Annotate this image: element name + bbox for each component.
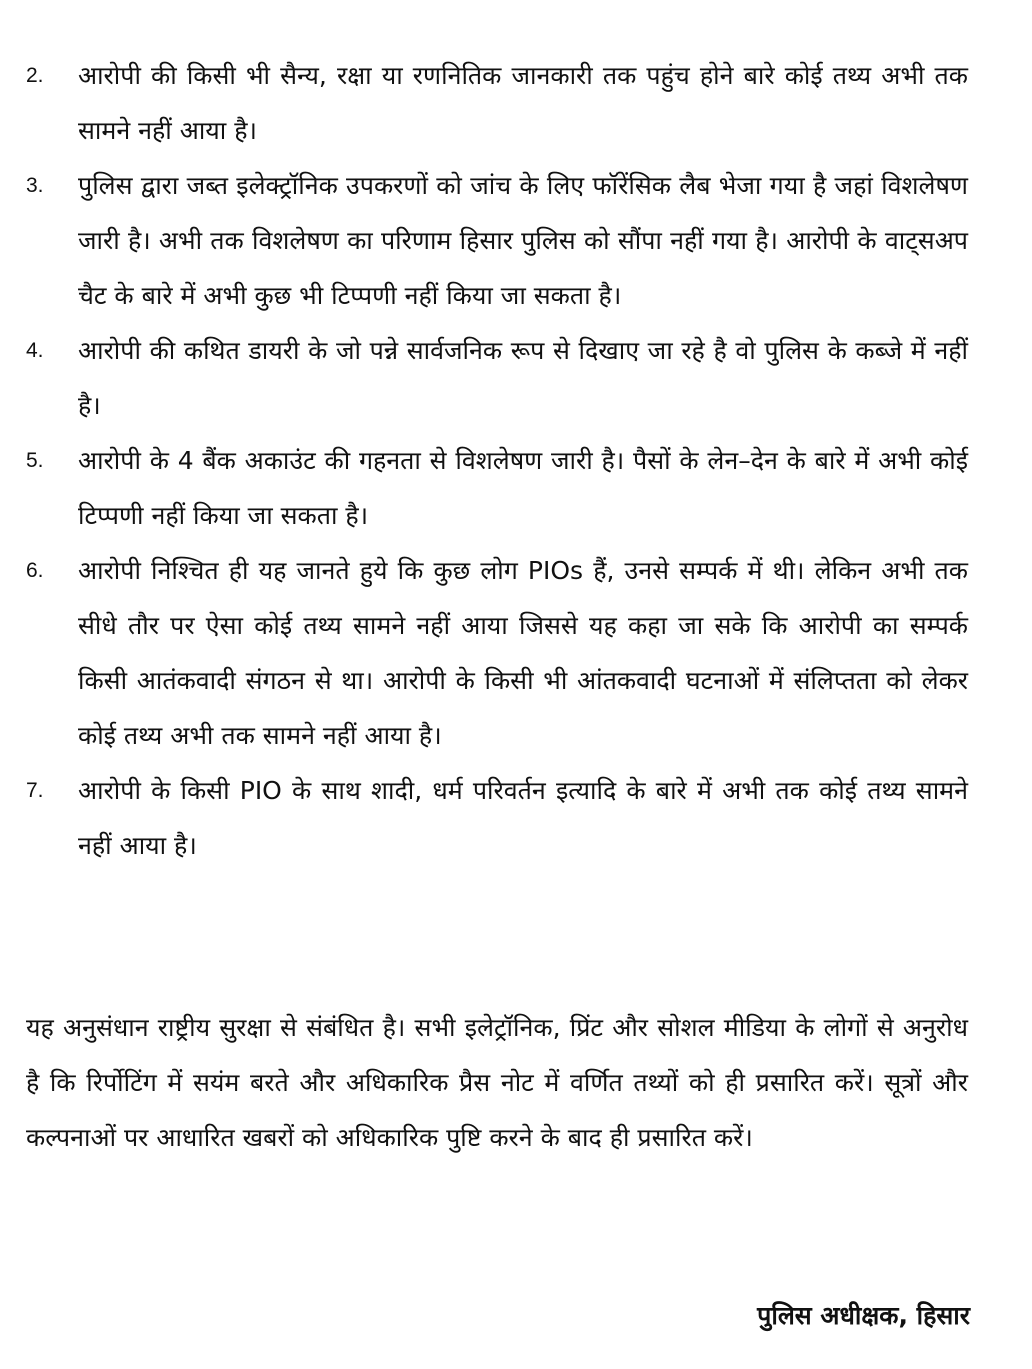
item-number: 7. — [26, 779, 44, 802]
list-item — [0, 48, 1032, 158]
closing-paragraph: यह अनुसंधान राष्ट्रीय सुरक्षा से संबंधित है। सभी इलेट्रॉनिक, प्रिंट और सोशल मीडिया के लोगों से अनुरोध है कि रिर्पोटिंग में सयंम बरते और अधिकारिक प्रैस नोट में वर्णित तथ्यों को ही प्रसारित करें। सूत्रों और कल्पनाओं पर आधारित खबरों को अधिकारिक पुष्टि करने के बाद ही प्रसारित करें। — [26, 1013, 968, 1152]
numbered-list — [0, 48, 1032, 873]
list-item — [0, 543, 1032, 763]
list-item — [0, 323, 1032, 433]
item-number: 3. — [26, 174, 44, 197]
item-text: आरोपी की किसी भी सैन्य, रक्षा या रणनितिक जानकारी तक पहुंच होने बारे कोई तथ्य अभी तक सामने नहीं आया है। — [78, 61, 968, 145]
item-text: आरोपी के किसी PIO के साथ शादी, धर्म परिवर्तन इत्यादि के बारे में अभी तक कोई तथ्य सामने नहीं आया है। — [78, 776, 968, 860]
item-number: 5. — [26, 449, 44, 472]
signature-line: पुलिस अधीक्षक, हिसार — [757, 1301, 970, 1330]
item-number: 6. — [26, 559, 44, 582]
list-item — [0, 158, 1032, 323]
item-text: आरोपी निश्चित ही यह जानते हुये कि कुछ लोग PIOs हैं, उनसे सम्पर्क में थी। लेकिन अभी तक सीधे तौर पर ऐसा कोई तथ्य सामने नहीं आया जिससे यह कहा जा सके कि आरोपी का सम्पर्क किसी आतंकवादी संगठन से था। आरोपी के किसी भी आंतकवादी घटनाओं में संलिप्तता को लेकर कोई तथ्य अभी तक सामने नहीं आया है। — [78, 556, 968, 750]
item-text: आरोपी के 4 बैंक अकाउंट की गहनता से विशलेषण जारी है। पैसों के लेन–देन के बारे में अभी कोई टिप्पणी नहीं किया जा सकता है। — [78, 446, 968, 530]
list-item — [0, 763, 1032, 873]
item-text: आरोपी की कथित डायरी के जो पन्ने सार्वजनिक रूप से दिखाए जा रहे है वो पुलिस के कब्जे में नहीं है। — [78, 336, 968, 420]
item-number: 2. — [26, 64, 44, 87]
item-number: 4. — [26, 339, 44, 362]
item-text: पुलिस द्वारा जब्त इलेक्ट्रॉनिक उपकरणों को जांच के लिए फॉरेंसिक लैब भेजा गया है जहां विशलेषण जारी है। अभी तक विशलेषण का परिणाम हिसार पुलिस को सौंपा नहीं गया है। आरोपी के वाट्सअप चैट के बारे में अभी कुछ भी टिप्पणी नहीं किया जा सकता है। — [78, 171, 968, 310]
list-item — [0, 433, 1032, 543]
